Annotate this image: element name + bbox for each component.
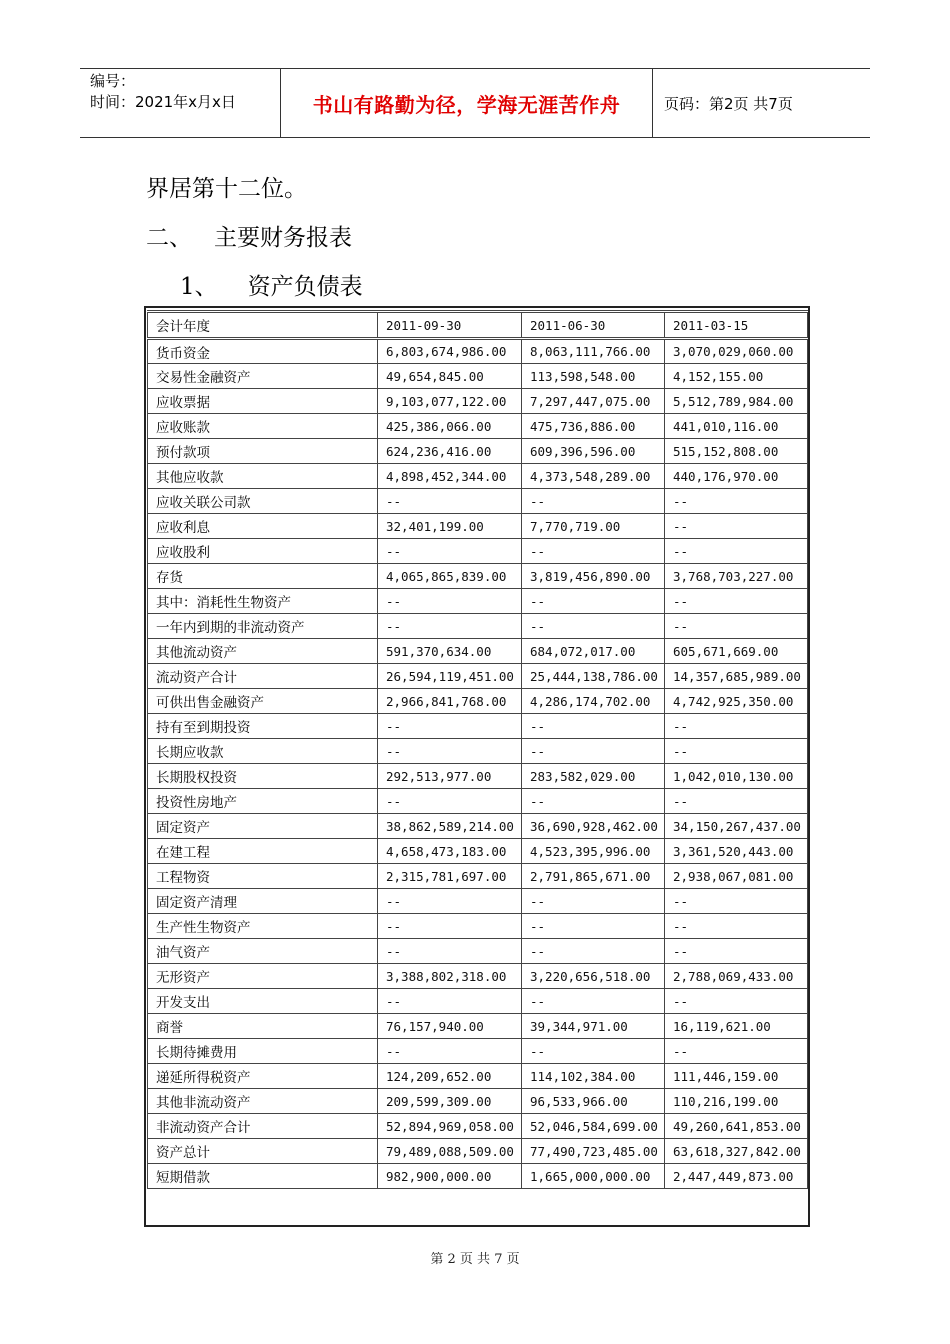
- table-cell: --: [522, 889, 665, 914]
- balance-sheet-table: [147, 310, 808, 1189]
- table-row: [148, 1114, 808, 1139]
- row-label: 长期待摊费用: [148, 1039, 378, 1064]
- table-cell: 49,260,641,853.00: [665, 1114, 808, 1139]
- table-cell: 624,236,416.00: [378, 439, 522, 464]
- table-cell: --: [522, 739, 665, 764]
- table-row: [148, 1014, 808, 1039]
- section-number: 二、: [146, 225, 192, 251]
- table-cell: 591,370,634.00: [378, 639, 522, 664]
- table-cell: 3,388,802,318.00: [378, 964, 522, 989]
- section-heading: [146, 219, 352, 252]
- table-row: [148, 489, 808, 514]
- header-meta: [80, 69, 281, 137]
- table-row: [148, 914, 808, 939]
- table-cell: --: [665, 489, 808, 514]
- table-cell: 6,803,674,986.00: [378, 339, 522, 364]
- table-cell: 77,490,723,485.00: [522, 1139, 665, 1164]
- table-row: [148, 939, 808, 964]
- row-label: 预付款项: [148, 439, 378, 464]
- table-cell: --: [522, 489, 665, 514]
- row-label: 资产总计: [148, 1139, 378, 1164]
- table-row: [148, 464, 808, 489]
- table-cell: --: [665, 514, 808, 539]
- table-cell: 3,768,703,227.00: [665, 564, 808, 589]
- table-row: [148, 364, 808, 389]
- table-row: [148, 1064, 808, 1089]
- document-number-label: 编号：: [90, 72, 136, 90]
- table-cell: 52,894,969,058.00: [378, 1114, 522, 1139]
- table-cell: --: [522, 789, 665, 814]
- table-cell: 605,671,669.00: [665, 639, 808, 664]
- row-label: 货币资金: [148, 339, 378, 364]
- column-header-label: 会计年度: [148, 312, 378, 339]
- row-label: 固定资产清理: [148, 889, 378, 914]
- table-cell: 2,791,865,671.00: [522, 864, 665, 889]
- table-cell: 38,862,589,214.00: [378, 814, 522, 839]
- row-label: 短期借款: [148, 1164, 378, 1189]
- section-title: 主要财务报表: [214, 225, 352, 251]
- table-cell: --: [665, 714, 808, 739]
- row-label: 商誉: [148, 1014, 378, 1039]
- table-cell: --: [378, 489, 522, 514]
- table-cell: 76,157,940.00: [378, 1014, 522, 1039]
- table-cell: 684,072,017.00: [522, 639, 665, 664]
- table-cell: 34,150,267,437.00: [665, 814, 808, 839]
- table-cell: --: [522, 1039, 665, 1064]
- table-cell: --: [522, 914, 665, 939]
- table-cell: 609,396,596.00: [522, 439, 665, 464]
- table-row: [148, 864, 808, 889]
- page-header: [80, 68, 870, 138]
- table-cell: --: [665, 914, 808, 939]
- table-cell: 79,489,088,509.00: [378, 1139, 522, 1164]
- subsection-number: 1、: [180, 274, 218, 300]
- table-row: [148, 514, 808, 539]
- row-label: 应收利息: [148, 514, 378, 539]
- table-cell: 515,152,808.00: [665, 439, 808, 464]
- table-cell: 982,900,000.00: [378, 1164, 522, 1189]
- table-row: [148, 614, 808, 639]
- table-row: [148, 639, 808, 664]
- table-cell: 292,513,977.00: [378, 764, 522, 789]
- table-row: [148, 1164, 808, 1189]
- table-row: [148, 739, 808, 764]
- row-label: 递延所得税资产: [148, 1064, 378, 1089]
- column-header-date: 2011-03-15: [665, 312, 808, 339]
- table-cell: --: [522, 589, 665, 614]
- table-cell: 52,046,584,699.00: [522, 1114, 665, 1139]
- table-cell: 4,658,473,183.00: [378, 839, 522, 864]
- row-label: 一年内到期的非流动资产: [148, 614, 378, 639]
- table-cell: 3,070,029,060.00: [665, 339, 808, 364]
- table-cell: 2,966,841,768.00: [378, 689, 522, 714]
- row-label: 非流动资产合计: [148, 1114, 378, 1139]
- table-cell: --: [665, 1039, 808, 1064]
- table-cell: 4,742,925,350.00: [665, 689, 808, 714]
- table-row: [148, 1089, 808, 1114]
- table-cell: --: [665, 739, 808, 764]
- document-time-label: 时间：2021年x月x日: [90, 93, 236, 111]
- table-row: [148, 964, 808, 989]
- table-cell: 2,315,781,697.00: [378, 864, 522, 889]
- table-cell: --: [378, 789, 522, 814]
- table-cell: --: [378, 539, 522, 564]
- body-text-line: 界居第十二位。: [146, 176, 307, 202]
- table-cell: 441,010,116.00: [665, 414, 808, 439]
- table-cell: 16,119,621.00: [665, 1014, 808, 1039]
- table-cell: 9,103,077,122.00: [378, 389, 522, 414]
- table-cell: --: [665, 889, 808, 914]
- table-row: [148, 814, 808, 839]
- row-label: 其中：消耗性生物资产: [148, 589, 378, 614]
- table-cell: --: [378, 614, 522, 639]
- table-cell: 63,618,327,842.00: [665, 1139, 808, 1164]
- table-cell: --: [665, 789, 808, 814]
- table-cell: 110,216,199.00: [665, 1089, 808, 1114]
- table-cell: 475,736,886.00: [522, 414, 665, 439]
- table-cell: 7,297,447,075.00: [522, 389, 665, 414]
- table-cell: --: [522, 714, 665, 739]
- row-label: 可供出售金融资产: [148, 689, 378, 714]
- table-cell: 4,286,174,702.00: [522, 689, 665, 714]
- table-row: [148, 414, 808, 439]
- table-row: [148, 1039, 808, 1064]
- table-cell: 4,898,452,344.00: [378, 464, 522, 489]
- table-cell: 2,788,069,433.00: [665, 964, 808, 989]
- column-header-date: 2011-09-30: [378, 312, 522, 339]
- row-label: 油气资产: [148, 939, 378, 964]
- table-cell: 1,042,010,130.00: [665, 764, 808, 789]
- table-cell: --: [378, 739, 522, 764]
- table-row: [148, 989, 808, 1014]
- table-cell: 4,523,395,996.00: [522, 839, 665, 864]
- row-label: 交易性金融资产: [148, 364, 378, 389]
- table-cell: --: [378, 914, 522, 939]
- table-cell: 3,220,656,518.00: [522, 964, 665, 989]
- column-header-date: 2011-06-30: [522, 312, 665, 339]
- table-row: [148, 564, 808, 589]
- table-row: [148, 439, 808, 464]
- table-cell: 209,599,309.00: [378, 1089, 522, 1114]
- table-cell: 2,447,449,873.00: [665, 1164, 808, 1189]
- table-cell: 111,446,159.00: [665, 1064, 808, 1089]
- table-cell: 440,176,970.00: [665, 464, 808, 489]
- table-cell: --: [378, 889, 522, 914]
- table-cell: 14,357,685,989.00: [665, 664, 808, 689]
- row-label: 应收账款: [148, 414, 378, 439]
- row-label: 应收股利: [148, 539, 378, 564]
- table-cell: 96,533,966.00: [522, 1089, 665, 1114]
- row-label: 固定资产: [148, 814, 378, 839]
- table-cell: 49,654,845.00: [378, 364, 522, 389]
- table-row: [148, 1139, 808, 1164]
- table-row: [148, 664, 808, 689]
- row-label: 应收票据: [148, 389, 378, 414]
- row-label: 持有至到期投资: [148, 714, 378, 739]
- table-row: [148, 889, 808, 914]
- row-label: 流动资产合计: [148, 664, 378, 689]
- table-row: [148, 789, 808, 814]
- table-cell: --: [665, 539, 808, 564]
- table-cell: 113,598,548.00: [522, 364, 665, 389]
- table-cell: 3,819,456,890.00: [522, 564, 665, 589]
- table-cell: 4,152,155.00: [665, 364, 808, 389]
- table-cell: 124,209,652.00: [378, 1064, 522, 1089]
- table-cell: --: [665, 589, 808, 614]
- table-cell: --: [522, 539, 665, 564]
- table-row: [148, 839, 808, 864]
- table-row: [148, 389, 808, 414]
- table-cell: 1,665,000,000.00: [522, 1164, 665, 1189]
- table-cell: 8,063,111,766.00: [522, 339, 665, 364]
- subsection-title: 资产负债表: [247, 274, 363, 300]
- row-label: 应收关联公司款: [148, 489, 378, 514]
- table-cell: 26,594,119,451.00: [378, 664, 522, 689]
- table-cell: 2,938,067,081.00: [665, 864, 808, 889]
- row-label: 存货: [148, 564, 378, 589]
- table-cell: 7,770,719.00: [522, 514, 665, 539]
- table-cell: 114,102,384.00: [522, 1064, 665, 1089]
- table-cell: --: [665, 614, 808, 639]
- row-label: 长期股权投资: [148, 764, 378, 789]
- row-label: 生产性生物资产: [148, 914, 378, 939]
- page-footer: 第 2 页 共 7 页: [430, 1252, 520, 1267]
- table-cell: --: [378, 939, 522, 964]
- table-cell: --: [665, 939, 808, 964]
- row-label: 工程物资: [148, 864, 378, 889]
- row-label: 其他流动资产: [148, 639, 378, 664]
- table-row: [148, 339, 808, 364]
- table-cell: --: [378, 714, 522, 739]
- header-page-code: 页码：第2页 共7页: [664, 94, 793, 113]
- table-cell: --: [378, 989, 522, 1014]
- table-cell: 5,512,789,984.00: [665, 389, 808, 414]
- table-cell: 3,361,520,443.00: [665, 839, 808, 864]
- header-motto: 书山有路勤为径，学海无涯苦作舟: [281, 69, 653, 137]
- table-header-row: [148, 312, 808, 339]
- table-cell: 36,690,928,462.00: [522, 814, 665, 839]
- table-cell: --: [378, 589, 522, 614]
- table-cell: 32,401,199.00: [378, 514, 522, 539]
- subsection-heading: [180, 268, 363, 301]
- table-cell: --: [378, 1039, 522, 1064]
- table-row: [148, 764, 808, 789]
- row-label: 在建工程: [148, 839, 378, 864]
- row-label: 无形资产: [148, 964, 378, 989]
- table-cell: 4,373,548,289.00: [522, 464, 665, 489]
- table-row: [148, 539, 808, 564]
- table-cell: --: [522, 614, 665, 639]
- table-row: [148, 689, 808, 714]
- row-label: 长期应收款: [148, 739, 378, 764]
- row-label: 其他非流动资产: [148, 1089, 378, 1114]
- table-cell: 283,582,029.00: [522, 764, 665, 789]
- table-cell: 425,386,066.00: [378, 414, 522, 439]
- table-row: [148, 589, 808, 614]
- row-label: 投资性房地产: [148, 789, 378, 814]
- row-label: 开发支出: [148, 989, 378, 1014]
- table-cell: 4,065,865,839.00: [378, 564, 522, 589]
- table-cell: --: [522, 989, 665, 1014]
- row-label: 其他应收款: [148, 464, 378, 489]
- table-cell: --: [522, 939, 665, 964]
- table-row: [148, 714, 808, 739]
- table-cell: 39,344,971.00: [522, 1014, 665, 1039]
- table-cell: 25,444,138,786.00: [522, 664, 665, 689]
- table-cell: --: [665, 989, 808, 1014]
